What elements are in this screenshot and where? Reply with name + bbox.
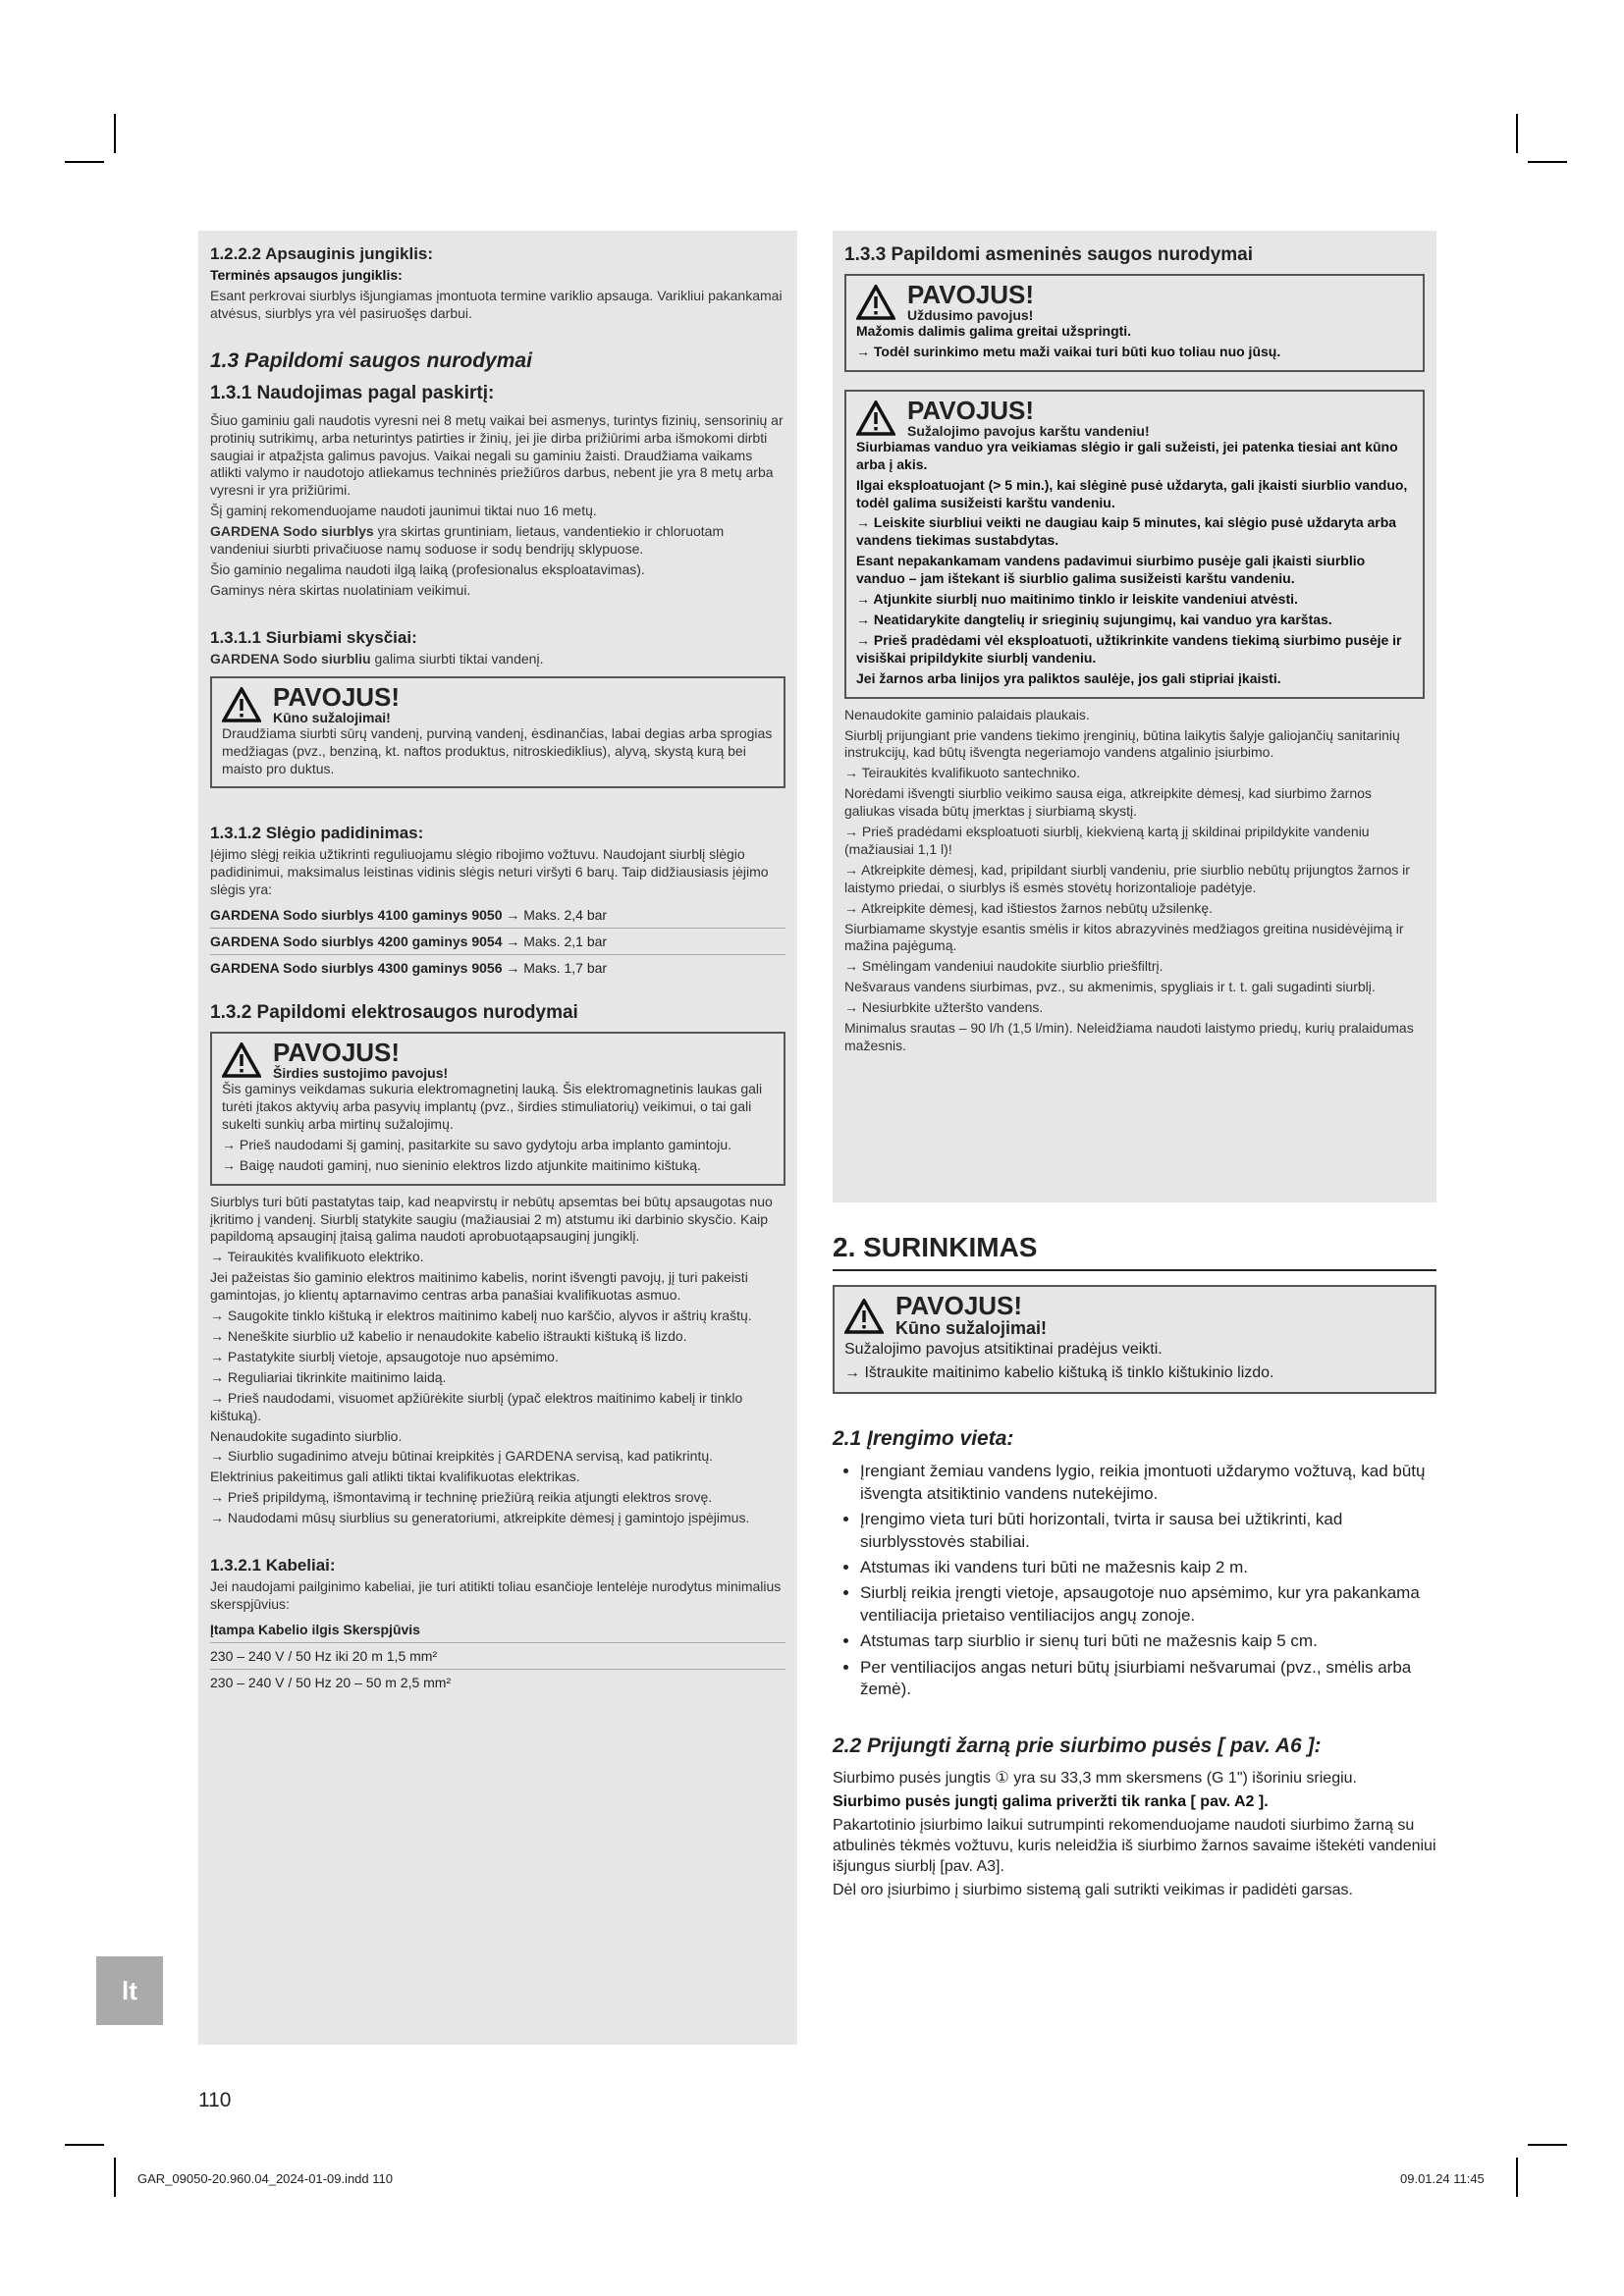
spec-model: GARDENA Sodo siurblys 4200 gaminys 9054 [210, 934, 503, 950]
spec-value: → Maks. 2,4 bar [502, 907, 608, 924]
paragraph: Siurblys turi būti pastatytas taip, kad neapvirstų ir nebūtų apsemtas bei būtų apsaugotas nuo įkritimo į vandenį. Siurblį statykite saugiu (mažiausiai 2 m) atstumu iki darbinio skysčio. Kaip papildomą apsauginį įtaisą galima naudoti aprobuotąapsauginį jungiklį. [210, 1193, 773, 1245]
section-title: 2.1 Įrengimo vieta: [833, 1427, 1014, 1451]
warning-text: Esant nepakankamam vandens padavimui siurbimo pusėje gali įkaisti siurblio vanduo – jam ištekant iš siurblio galima susižeisti karštu vandeniu. [856, 553, 1366, 587]
paragraph: → Prieš pripildymą, išmontavimą ir techninę priežiūrą reikia atjungti elektros srovę. [210, 1489, 713, 1506]
paragraph: → Atkreipkite dėmesį, kad, pripildant siurblį vandeniu, prie siurblio nebūtų prijungtos žarnos ir laistymo priedai, o siurblys iš esmės stovėtų horizontalioje padėtyje. [844, 861, 1410, 895]
paragraph: → Prieš naudodami, visuomet apžiūrėkite siurblį (ypač elektros maitinimo kabelį ir tinklo kištuką). [210, 1389, 743, 1423]
section-title: 1.3.1.2 Slėgio padidinimas: [210, 824, 424, 843]
right-column [833, 231, 1436, 1202]
warning-action: → Prieš naudodami šį gaminį, pasitarkite su savo gydytoju arba implanto gamintoju. [222, 1136, 732, 1152]
warning-text: Sužalojimo pavojus atsitiktinai pradėjus veikti. [844, 1341, 1163, 1358]
warning-title: PAVOJUS! [907, 280, 1035, 309]
list-item: • Siurblį reikia įrengti vietoje, apsaugotoje nuo apsėmimo, kur yra pakankama ventiliacija prietaiso ventiliacijos angų zonoje. [860, 1582, 1436, 1627]
list-item: • Įrengimo vieta turi būti horizontali, tvirta ir sausa bei užtikrinti, kad siurblysstovės stabiliai. [860, 1509, 1436, 1553]
left-column [198, 231, 797, 2045]
crop-mark [114, 114, 116, 153]
section-title: 2.2 Prijungti žarną prie siurbimo pusės [ pav. A6 ]: [833, 1734, 1322, 1757]
paragraph: → Smėlingam vandeniui naudokite siurblio priešfiltrį. [844, 958, 1164, 975]
brand: GARDENA Sodo siurblys [210, 523, 374, 540]
crop-mark [1516, 2158, 1518, 2197]
spec-row [210, 902, 785, 929]
assembly-section [833, 1232, 1436, 1903]
list-item: • Įrengiant žemiau vandens lygio, reikia įmontuoti uždarymo vožtuvą, kad būtų išvengta atsitiktinio vandens nutekėjimo. [860, 1461, 1436, 1505]
warning-action: → Atjunkite siurblį nuo maitinimo tinklo ir leiskite vandeniui atvėsti. [856, 591, 1298, 608]
paragraph: Nešvaraus vandens siurbimas, pvz., su akmenimis, spygliais ir t. t. gali sugadinti siurblį. [844, 979, 1376, 995]
crop-mark [65, 2144, 104, 2146]
paragraph: → Siurblio sugadinimo atveju būtinai kreipkitės į GARDENA servisą, kad patikrintų. [210, 1448, 714, 1465]
spec-row [210, 929, 785, 955]
paragraph: Nenaudokite gaminio palaidais plaukais. [844, 706, 1090, 722]
warning-icon [222, 1042, 261, 1078]
paragraph: → Reguliariai tikrinkite maitinimo laidą. [210, 1368, 447, 1385]
language-tab: lt [96, 1956, 163, 2025]
warning-icon [222, 687, 261, 722]
warning-icon [856, 400, 895, 436]
warning-action: → Leiskite siurbliui veikti ne daugiau kaip 5 minutes, kai slėgio pusė uždaryta arba vandens tiekimas sustabdytas. [856, 514, 1397, 549]
paragraph: Dėl oro įsiurbimo į siurbimo sistemą gali sutrikti veikimas ir padidėti garsas. [833, 1882, 1353, 1899]
list-item: • Atstumas iki vandens turi būti ne mažesnis kaip 2 m. [860, 1557, 1436, 1578]
paragraph: Siurblį prijungiant prie vandens tiekimo įrenginių, būtina laikytis šalyje galiojančių sanitarinių instrukcijų, kad būtų išvengta negeriamojo vandens atgalinio įsiurbimo. [844, 726, 1400, 761]
paragraph: Šį gaminį rekomenduojame naudoti jaunimui tiktai nuo 16 metų. [210, 503, 597, 519]
paragraph: Minimalus srautas – 90 l/h (1,5 l/min). Neleidžiama naudoti laistymo priedų, kurių pralaidumas mažesnis. [844, 1020, 1414, 1053]
paragraph: Norėdami išvengti siurblio veikimo sausa eiga, atkreipkite dėmesį, kad siurbimo žarnos galiukas visada būtų įmerktas į siurbiamą skystį. [844, 785, 1372, 820]
warning-header [856, 395, 1413, 439]
paragraph: Esant perkrovai siurblys išjungiamas įmontuota termine variklio apsauga. Varikliui pakankamai atvėsus, siurblys yra vėl pasiruošęs darbui. [210, 287, 783, 321]
paragraph: Šiuo gaminiu gali naudotis vyresni nei 8 metų vaikai bei asmenys, turintys fizinių, sensorinių ar protinių sutrikimų, arba neturintys patirties ir žinių, jei jie dirba prižiūrimi arba išmokomi dirbti saugiai ir atpažįsta galimus pavojus. Vaikai negali su gaminiu žaisti. Draudžiama vaikams atlikti valymo ir naudotojo atliekamus techninės priežiūros darbus, nebent jie yra 8 metų arba vyresni ir yra prižiūrimi. [210, 411, 784, 499]
chapter-title: 2. SURINKIMAS [833, 1232, 1436, 1271]
paragraph: → Naudodami mūsų siurblius su generatoriumi, atkreipkite dėmesį į gamintojo įspėjimus. [210, 1510, 750, 1526]
paragraph: Įėjimo slėgį reikia užtikrinti reguliuojamu slėgio ribojimo vožtuvu. Naudojant siurblį slėgio padidinimui, maksimalus leistinas vidinis slėgis neturi viršyti 6 barų. Taip didžiausiasis įėjimo slėgis yra: [210, 846, 769, 898]
warning-text: Ilgai eksploatuojant (> 5 min.), kai slėginė pusė uždaryta, gali įkaisti siurblio vanduo, todėl galima susižeisti karštu vandeniu. [856, 476, 1408, 510]
warning-text: Siurbiamas vanduo yra veikiamas slėgio ir gali sužeisti, jei patenka tiesiai ant kūno arba į akis. [856, 438, 1398, 472]
warning-subtitle: Širdies sustojimo pavojus! [273, 1065, 449, 1082]
section-title: 1.3.1.1 Siurbiami skysčiai: [210, 627, 417, 647]
warning-text: Mažomis dalimis galima greitai užspringti. [856, 323, 1132, 339]
spec-row [210, 955, 785, 981]
paragraph: → Teiraukitės kvalifikuoto santechniko. [844, 765, 1081, 781]
spec-model: GARDENA Sodo siurblys 4100 gaminys 9050 [210, 907, 503, 924]
warning-subtitle: Kūno sužalojimai! [895, 1318, 1048, 1338]
warning-box [210, 676, 785, 789]
paragraph: → Teiraukitės kvalifikuoto elektriko. [210, 1249, 424, 1265]
warning-action: → Baigę naudoti gaminį, nuo sieninio elektros lizdo atjunkite maitinimo kištuką. [222, 1156, 701, 1173]
bullet-list [833, 1461, 1436, 1700]
paragraph: Pakartotinio įsiurbimo laikui sutrumpinti rekomenduojame naudoti siurbimo žarną su atbulinės tėkmės vožtuvu, kuris neleidžia iš siurbimo žarnos savaime ištekėti vandeniui išjungus siurblį [pav. A3]. [833, 1816, 1436, 1876]
paragraph: Nenaudokite sugadinto siurblio. [210, 1427, 403, 1444]
crop-mark [1516, 114, 1518, 153]
paragraph: → Prieš pradėdami eksploatuoti siurblį, kiekvieną kartą jį skildinai pripildykite vandeniu (mažiausiai 1,1 l)! [844, 824, 1370, 857]
paragraph: Siurbimo pusės jungtį galima priveržti tik ranka [ pav. A2 ]. [833, 1792, 1269, 1810]
warning-action: → Neatidarykite dangtelių ir srieginių sujungimų, kai vanduo yra karštas. [856, 611, 1332, 627]
warning-icon [856, 285, 895, 320]
paragraph: Gaminys nėra skirtas nuolatiniam veikimui. [210, 581, 471, 598]
spec-model: GARDENA Sodo siurblys 4300 gaminys 9056 [210, 960, 503, 977]
list-item: • Per ventiliacijos angas neturi būtų įsiurbiami nešvarumai (pvz., smėlis arba žemė). [860, 1657, 1436, 1701]
paragraph: Siurbiamame skystyje esantis smėlis ir kitos abrazyvinės medžiagos greitina nusidėvėjimą ir mažina pajėgumą. [844, 920, 1404, 954]
table-row: 230 – 240 V / 50 Hz iki 20 m 1,5 mm² [210, 1643, 785, 1670]
spec-value: → Maks. 2,1 bar [502, 934, 608, 950]
paragraph: Šio gaminio negalima naudoti ilgą laiką (profesionalus eksploatavimas). [210, 561, 645, 577]
spec-value: → Maks. 1,7 bar [502, 960, 608, 977]
text: galima siurbti tiktai vandenį. [370, 650, 544, 667]
footer-date: 09.01.24 11:45 [1400, 2171, 1485, 2186]
section-title: 1.3 Papildomi saugos nurodymai [210, 348, 532, 372]
section-title: 1.3.2.1 Kabeliai: [210, 1556, 336, 1575]
paragraph: Elektrinius pakeitimus gali atlikti tiktai kvalifikuotas elektrikas. [210, 1468, 580, 1485]
crop-mark [1528, 161, 1567, 163]
warning-box [210, 1032, 785, 1186]
warning-action: → Prieš pradėdami vėl eksploatuoti, užtikrinkite vandens tiekimą siurbimo pusėje ir visiškai pripildykite siurblį vandeniu. [856, 631, 1402, 666]
paragraph [210, 523, 785, 559]
crop-mark [114, 2158, 116, 2197]
warning-header [856, 282, 1413, 323]
paragraph: Jei pažeistas šio gaminio elektros maitinimo kabelis, norint išvengti pavojų, jį turi pakeisti gamintojas, jo klientų aptarnavimo centras arba panašiai kvalifikuotas asmuo. [210, 1269, 748, 1304]
subheading: Terminės apsaugos jungiklis: [210, 267, 403, 283]
warning-title: PAVOJUS! [273, 681, 401, 712]
section-title: 1.2.2.2 Apsauginis jungiklis: [210, 244, 434, 263]
warning-action: → Ištraukite maitinimo kabelio kištuką iš tinklo kištukinio lizdo. [844, 1364, 1274, 1382]
table-header: Įtampa Kabelio ilgis Skerspjūvis [210, 1617, 785, 1643]
paragraph: Jei naudojami pailginimo kabeliai, jie turi atitikti toliau esančioje lentelėje nurodytus minimalius skerspjūvius: [210, 1578, 782, 1612]
warning-title: PAVOJUS! [273, 1038, 401, 1068]
warning-header [222, 1040, 774, 1081]
warning-action: → Todėl surinkimo metu maži vaikai turi būti kuo toliau nuo jūsų. [856, 343, 1281, 359]
paragraph: → Atkreipkite dėmesį, kad ištiestos žarnos nebūtų užsilenkę. [844, 899, 1214, 916]
warning-header [844, 1293, 1425, 1339]
paragraph: → Neneškite siurblio už kabelio ir nenaudokite kabelio ištraukti kištuką iš lizdo. [210, 1328, 687, 1344]
warning-title: PAVOJUS! [907, 395, 1035, 425]
footer-file: GAR_09050-20.960.04_2024-01-09.indd 110 [137, 2171, 393, 2186]
warning-text: Jei žarnos arba linijos yra paliktos saulėje, jos gali stipriai įkaisti. [856, 669, 1281, 686]
crop-mark [65, 161, 104, 163]
warning-text: Šis gaminys veikdamas sukuria elektromagnetinį lauką. Šis elektromagnetinis laukas gali turėti įtakos aktyvių arba pasyvių implantų (pvz., širdies stimuliatorių) veikimui, o tai gali sukelti sunkių arba mirtinų sužalojimų. [222, 1081, 763, 1132]
page-number: 110 [198, 2089, 232, 2111]
warning-text: Draudžiama siurbti sūrų vandenį, purviną vandenį, ėsdinančias, labai degias arba sprogias medžiagas (pvz., benziną, kt. naftos produktus, nitroskiediklius), alyvą, skystą kurą bei maisto pro duktus. [222, 724, 773, 776]
warning-icon [844, 1299, 884, 1334]
brand: GARDENA Sodo siurbliu [210, 650, 371, 667]
list-item: • Atstumas tarp siurblio ir sienų turi būti ne mažesnis kaip 5 cm. [860, 1630, 1436, 1652]
warning-box [833, 1285, 1436, 1394]
warning-box [844, 390, 1425, 699]
warning-subtitle: Sužalojimo pavojus karštu vandeniu! [907, 422, 1150, 439]
paragraph: → Saugokite tinklo kištuką ir elektros maitinimo kabelį nuo karščio, alyvos ir aštrių kraštų. [210, 1308, 752, 1324]
warning-subtitle: Kūno sužalojimai! [273, 709, 391, 725]
crop-mark [1528, 2144, 1567, 2146]
warning-header [222, 681, 774, 725]
table-row: 230 – 240 V / 50 Hz 20 – 50 m 2,5 mm² [210, 1674, 452, 1690]
warning-subtitle: Uždusimo pavojus! [907, 307, 1034, 323]
text: yra skirtas gruntiniam, lietaus, vandentiekio ir chloruotam vandeniui siurbti privačiuose namų soduose ir sodų bendrijų sklypuose. [210, 523, 725, 558]
section-title: 1.3.3 Papildomi asmeninės saugos nurodymai [844, 244, 1254, 265]
paragraph [210, 651, 785, 668]
warning-title: PAVOJUS! [895, 1291, 1023, 1320]
paragraph: Siurbimo pusės jungtis ① yra su 33,3 mm skersmens (G 1") išoriniu sriegiu. [833, 1769, 1357, 1787]
section-title: 1.3.2 Papildomi elektrosaugos nurodymai [210, 1002, 578, 1024]
section-title: 1.3.1 Naudojimas pagal paskirtį: [210, 382, 495, 403]
warning-box [844, 274, 1425, 372]
paragraph: → Nesiurbkite užteršto vandens. [844, 999, 1044, 1016]
paragraph: → Pastatykite siurblį vietoje, apsaugotoje nuo apsėmimo. [210, 1348, 559, 1364]
